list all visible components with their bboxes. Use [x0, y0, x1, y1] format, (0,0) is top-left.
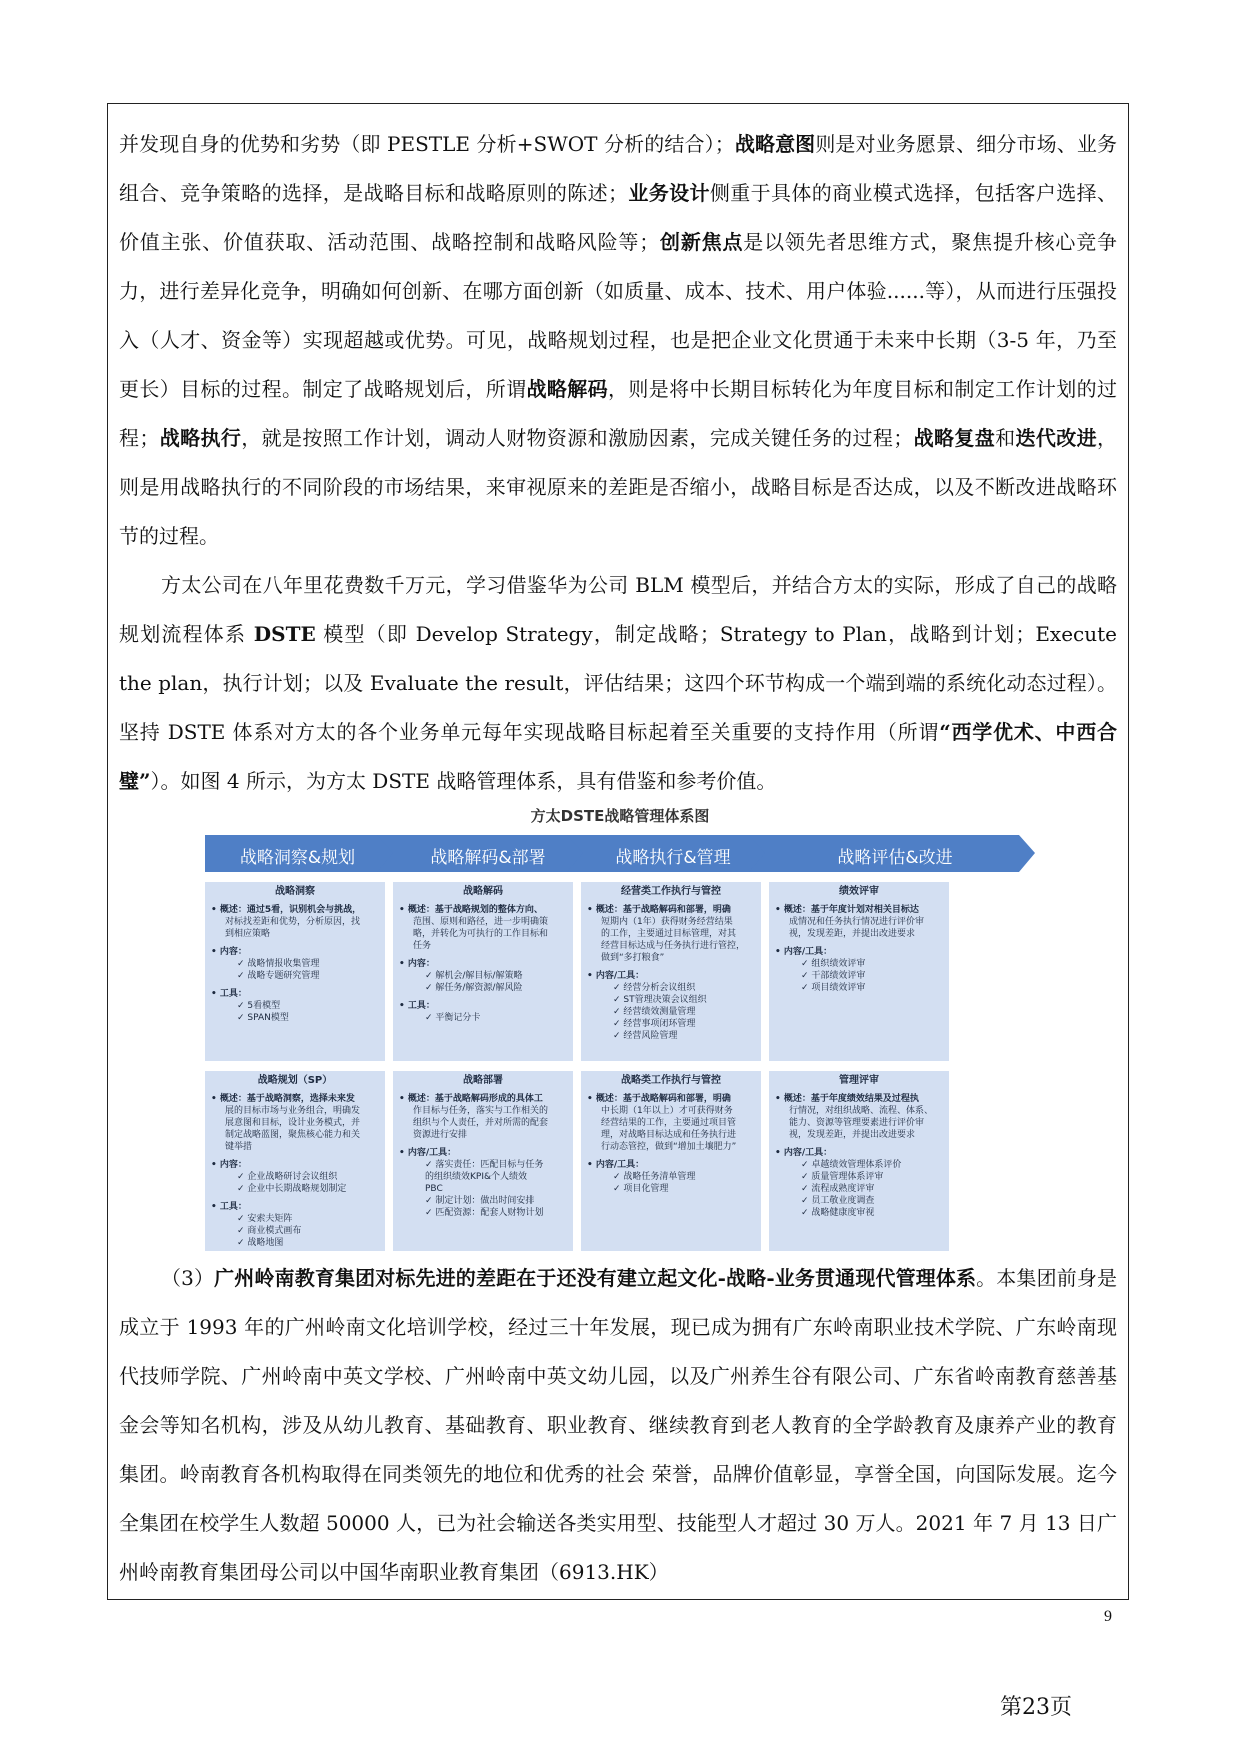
- card-line: 范围、原则和路径，进一步明确策: [413, 917, 549, 927]
- card-title: 战略洞察: [275, 886, 315, 897]
- card-line: 制定战略蓝图，聚焦核心能力和关: [225, 1130, 361, 1140]
- card-line: • 内容/工具：: [775, 947, 833, 957]
- card-line: ✓ 质量管理体系评审: [801, 1172, 884, 1182]
- dste-figure: [205, 805, 1035, 1251]
- card-line: 键举措: [225, 1142, 253, 1152]
- card-strategic-planning: [205, 1071, 385, 1251]
- card-line: 展意图和目标，设计业务模式，并: [225, 1118, 361, 1128]
- card-line: 组织与个人责任，并对所需的配套: [413, 1118, 549, 1128]
- card-line: 对标找差距和优势，分析原因，找: [225, 917, 361, 927]
- card-line: 行动态管控，做到“增加土壤肥力”: [601, 1142, 737, 1152]
- card-operation-execution: [581, 882, 761, 1061]
- card-line: PBC: [425, 1184, 443, 1194]
- card-line: 经营结果的工作，主要通过项目管: [601, 1118, 737, 1128]
- card-line: ✓ 干部绩效评审: [801, 971, 866, 981]
- card-line: ✓ 制定计划：做出时间安排: [425, 1196, 535, 1206]
- phase-4-label: 战略评估&改进: [837, 848, 953, 868]
- card-line: • 概述：基于战略规划的整体方向、: [399, 905, 543, 915]
- card-line: • 内容：: [399, 959, 435, 969]
- card-line: ✓ 战略健康度审视: [801, 1208, 875, 1218]
- card-strategy-insight: [205, 882, 385, 1061]
- card-strategy-deployment: [393, 1071, 573, 1251]
- paragraph-fotile-dste: 方太公司在八年里花费数千万元，学习借鉴华为公司 BLM 模型后，并结合方太的实际，形成了自己的战略规划流程体系 DSTE 模型（即 Develop Strategy，制定战略；Strategy to Plan，战略到计划；Execute the plan，执行计划；以及 Evaluate the result，评估结果；这四个环节构成一个端到端的系统化动态过程）。坚持 DSTE 体系对方太的各个业务单元每年实现战略目标起着至关重要的支持作用（所谓“西学优术、中西合璧”）。如图 4 所示，为方太 DSTE 战略管理体系，具有借鉴和参考价值。: [119, 573, 1118, 793]
- figure-title: 方太DSTE战略管理体系图: [530, 807, 710, 825]
- card-line: 视，发现差距，并提出改进要求: [789, 1130, 916, 1140]
- card-line: 成情况和任务执行情况进行评价审: [789, 917, 925, 927]
- card-line: 略，并转化为可执行的工作目标和: [413, 929, 549, 939]
- card-line: ✓ 解机会/解目标/解策略: [425, 971, 523, 981]
- card-line: • 内容/工具：: [587, 971, 645, 981]
- card-line: 中长期（1年以上）才可获得财务: [601, 1106, 733, 1116]
- card-strategy-decoding: [393, 882, 573, 1061]
- card-line: ✓ 安索夫矩阵: [237, 1214, 293, 1224]
- card-title: 战略规划（SP）: [257, 1075, 333, 1086]
- card-line: ✓ 战略地图: [237, 1238, 284, 1248]
- card-line: ✓ 5看模型: [237, 1001, 281, 1011]
- card-line: ✓ 经营风险管理: [613, 1031, 678, 1041]
- card-line: 视，发现差距，并提出改进要求: [789, 929, 916, 939]
- card-line: 到相应策略: [225, 929, 271, 939]
- card-line: ✓ 战略任务清单管理: [613, 1172, 696, 1182]
- card-line: ✓ SPAN模型: [237, 1013, 289, 1023]
- card-line: ✓ 平衡记分卡: [425, 1013, 481, 1023]
- card-line: • 工具：: [399, 1001, 435, 1011]
- card-line: ✓ 项目绩效评审: [801, 983, 866, 993]
- card-line: • 内容/工具：: [775, 1148, 833, 1158]
- card-line: 作目标与任务，落实与工作相关的: [413, 1106, 549, 1116]
- card-line: ✓ 解任务/解资源/解风险: [425, 983, 523, 993]
- card-line: • 概述：基于年度绩效结果及过程执: [775, 1094, 919, 1104]
- card-line: • 概述：基于战略解码形成的具体工: [399, 1094, 543, 1104]
- card-line: • 概述：通过5看，识别机会与挑战，: [211, 905, 362, 915]
- phase-1: [205, 835, 390, 872]
- card-line: • 内容/工具：: [587, 1160, 645, 1170]
- card-line: • 内容：: [211, 1160, 247, 1170]
- card-line: ✓ 经营事项闭环管理: [613, 1019, 696, 1029]
- card-line: ✓ 员工敬业度调查: [801, 1196, 875, 1206]
- card-title: 管理评审: [839, 1075, 879, 1086]
- card-line: 展的目标市场与业务组合，明确发: [225, 1106, 361, 1116]
- card-management-review: [769, 1071, 949, 1251]
- card-performance-review: [769, 882, 949, 1061]
- card-line: • 工具：: [211, 1202, 247, 1212]
- card-title: 战略部署: [463, 1075, 503, 1086]
- card-line: ✓ 经营绩效测量管理: [613, 1007, 696, 1017]
- card-strategic-execution: [581, 1071, 761, 1251]
- card-line: ✓ 匹配资源：配套人财物计划: [425, 1208, 544, 1218]
- card-line: ✓ 商业模式画布: [237, 1226, 302, 1236]
- card-line: ✓ 经营分析会议组织: [613, 983, 696, 993]
- phase-2: [393, 835, 583, 872]
- card-line: • 工具：: [211, 989, 247, 999]
- card-line: ✓ ST管理决策会议组织: [613, 995, 707, 1005]
- card-line: 任务: [413, 941, 432, 951]
- card-line: 理，对战略目标达成和任务执行进: [601, 1130, 737, 1140]
- card-line: • 概述：基于战略洞察，选择未来发: [211, 1094, 355, 1104]
- card-line: ✓ 企业战略研讨会议组织: [237, 1172, 338, 1182]
- page-number: 9: [1104, 1608, 1112, 1625]
- card-title: 经营类工作执行与管控: [621, 886, 721, 897]
- card-line: ✓ 战略专题研究管理: [237, 971, 320, 981]
- card-line: ✓ 企业中长期战略规划制定: [237, 1184, 347, 1194]
- card-line: • 概述：基于年度计划对相关目标达: [775, 905, 919, 915]
- card-line: 行情况，对组织战略、流程、体系、: [789, 1106, 934, 1116]
- card-line: ✓ 卓越绩效管理体系评价: [801, 1160, 902, 1170]
- card-title: 绩效评审: [839, 886, 879, 897]
- card-line: 经营目标达成与任务执行进行管控，: [601, 941, 746, 951]
- card-line: 资源进行安排: [413, 1130, 468, 1140]
- phase-3: [583, 835, 763, 872]
- card-line: 能力、资源等管理要素进行评价审: [789, 1118, 925, 1128]
- phase-2-label: 战略解码&部署: [430, 848, 546, 868]
- card-line: ✓ 组织绩效评审: [801, 959, 866, 969]
- card-line: ✓ 落实责任：匹配目标与任务: [425, 1160, 544, 1170]
- paragraph-lingnan-group: （3）广州岭南教育集团对标先进的差距在于还没有建立起文化-战略-业务贯通现代管理体系。本集团前身是成立于 1993 年的广州岭南文化培训学校，经过三十年发展，现已成为拥有广东岭南职业技术学院、广东岭南现代技师学院、广州岭南中英文学校、广州岭南中英文幼儿园，以及广州养生谷有限公司、广东省岭南教育慈善基金会等知名机构，涉及从幼儿教育、基础教育、职业教育、继续教育到老人教育的全学龄教育及康养产业的教育集团。岭南教育各机构取得在同类领先的地位和优秀的社会 荣誉，品牌价值彰显，享誉全国，向国际发展。迄今全集团在校学生人数超 50000 人，已为社会输送各类实用型、技能型人才超过 30 万人。2021 年 7 月 13 日广州岭南教育集团母公司以中国华南职业教育集团（6913.HK）: [119, 1266, 1117, 1584]
- card-title: 战略类工作执行与管控: [621, 1075, 721, 1086]
- card-line: • 概述：基于战略解码和部署，明确: [587, 905, 731, 915]
- card-title: 战略解码: [463, 886, 503, 897]
- paragraph-strategy-process: 并发现自身的优势和劣势（即 PESTLE 分析+SWOT 分析的结合）；战略意图则是对业务愿景、细分市场、业务组合、竞争策略的选择，是战略目标和战略原则的陈述；业务设计侧重于具体的商业模式选择，包括客户选择、价值主张、价值获取、活动范围、战略控制和战略风险等；创新焦点是以领先者思维方式，聚焦提升核心竞争力，进行差异化竞争，明确如何创新、在哪方面创新（如质量、成本、技术、用户体验......等），从而进行压强投入（人才、资金等）实现超越或优势。可见，战略规划过程，也是把企业文化贯通于未来中长期（3-5 年，乃至更长）目标的过程。制定了战略规划后，所谓战略解码，则是将中长期目标转化为年度目标和制定工作计划的过程；战略执行，就是按照工作计划，调动人财物资源和激励因素，完成关键任务的过程；战略复盘和迭代改进，则是用战略执行的不同阶段的市场结果，来审视原来的差距是否缩小，战略目标是否达成，以及不断改进战略环节的过程。: [119, 132, 1118, 548]
- card-line: • 内容：: [211, 947, 247, 957]
- card-line: ✓ 流程成熟度评审: [801, 1184, 875, 1194]
- card-line: 做到“多打粮食”: [601, 953, 665, 963]
- phase-3-label: 战略执行&管理: [615, 848, 731, 868]
- card-line: 短期内（1年）获得财务经营结果: [601, 917, 733, 927]
- card-line: • 概述：基于战略解码和部署，明确: [587, 1094, 731, 1104]
- card-line: 的工作，主要通过目标管理，对其: [601, 929, 737, 939]
- page-label: 第23页: [1000, 1695, 1072, 1720]
- card-line: ✓ 项目化管理: [613, 1184, 669, 1194]
- card-line: ✓ 战略情报收集管理: [237, 959, 320, 969]
- card-line: • 内容/工具：: [399, 1148, 457, 1158]
- phase-1-label: 战略洞察&规划: [239, 848, 356, 868]
- phase-4: [765, 835, 1025, 872]
- card-line: 的组织绩效KPI&个人绩效: [425, 1172, 528, 1182]
